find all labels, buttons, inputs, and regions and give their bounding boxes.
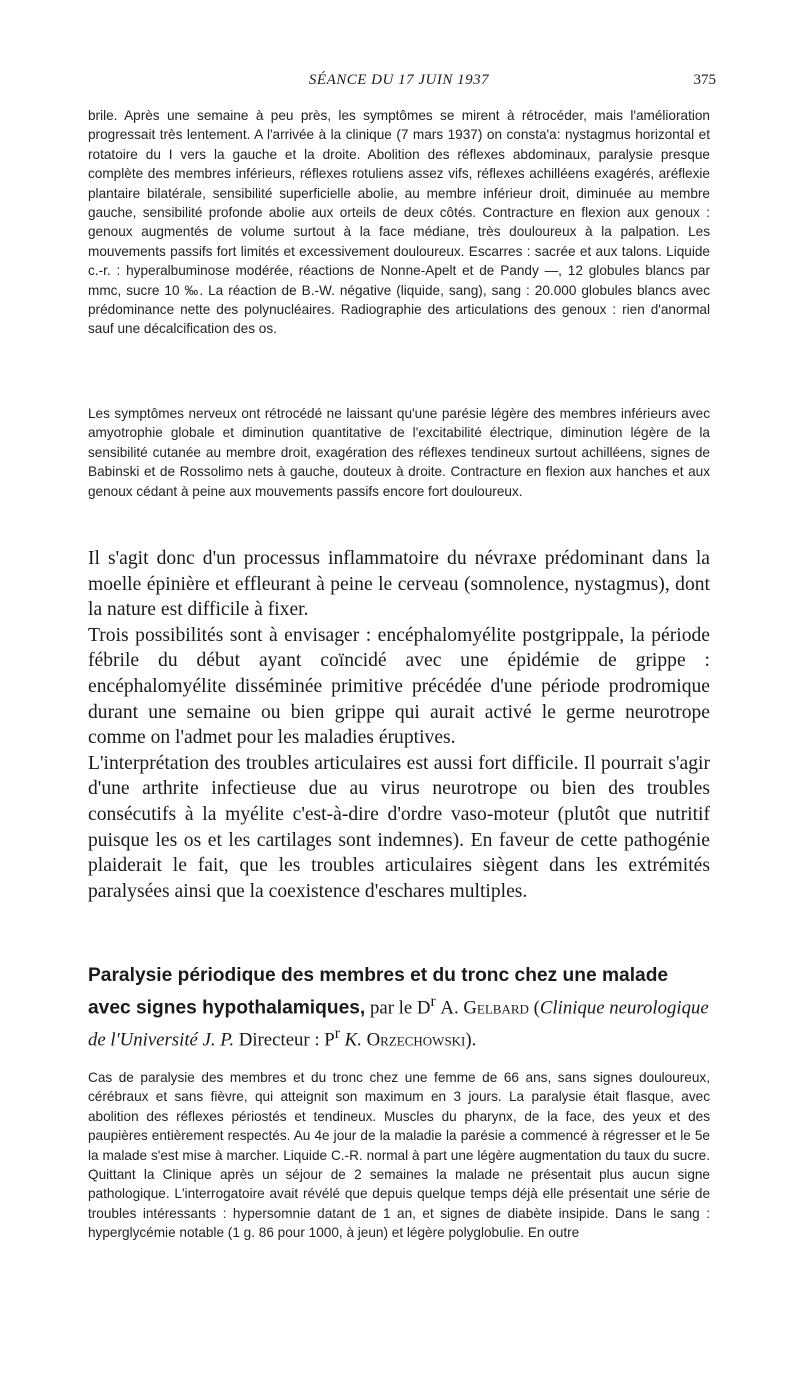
director-initial: K. xyxy=(344,1029,362,1051)
article-title: Paralysie périodique des membres et du tronc chez une malade avec signes hypothalamiques, xyxy=(88,965,669,1019)
affiliation-open: ( xyxy=(533,997,540,1019)
doctor-abbrev: D xyxy=(416,997,431,1019)
case-evolution-block xyxy=(88,404,710,501)
affiliation-close: ). xyxy=(465,1029,477,1051)
running-header xyxy=(88,72,716,92)
paragraph-symptom-evolution: Les symptômes nerveux ont rétrocédé ne laissant qu'une parésie légère des membres inférieurs avec amyotrophie globale et diminution quantitative de l'excitabilité électrique, diminution légère de la sensibilité cutanée au membre droit, exagération des réflexes tendineux surtout achilléens, signes de Babinski et de Rossolimo nets à gauche, douteux à droite. Contracture en flexion aux hanches et aux genoux cédant à peine aux mouvements passifs encore fort douloureux. xyxy=(88,406,710,499)
paragraph-articular-troubles: L'interprétation des troubles articulaires est aussi fort difficile. Il pourrait s'agir d'une arthrite infectieuse due au virus neurotrope ou bien des troubles consécutifs à la myélite c'est-à-dire d'ordre vaso-moteur (plutôt que nutritif puisque les os et les cartilages sont indemnes). En faveur de cette pathogénie plaiderait le fait, que les troubles articulaires siègent dans les extrémités paralysées ainsi que la coexistence d'eschares multiples. xyxy=(88,752,710,902)
paragraph-possibilities: Trois possibilités sont à envisager : encéphalomyélite postgrippale, la période fébrile du début ayant coïncidé avec une épidémie de grippe : encéphalomyélite disséminée primitive précédée d'une période prodromique durant une semaine ou bien grippe qui aurait activé le germe neurotrope comme on l'admet pour les maladies éruptives. xyxy=(88,624,710,749)
article-case-block xyxy=(88,1068,710,1243)
affiliation: Clinique neurologique de l'Université J. P. xyxy=(88,997,709,1051)
director-name: Orzechowski xyxy=(366,1029,466,1051)
doctor-abbrev-sup: r xyxy=(430,993,436,1010)
case-description-block xyxy=(88,106,710,339)
paragraph-case-findings: brile. Après une semaine à peu près, les symptômes se mirent à rétrocéder, mais l'amélioration progressait très lentement. A l'arrivée à la clinique (7 mars 1937) on consta'a: nystagmus horizontal et rotatoire du I vers la gauche et la droite. Abolition des réflexes abdominaux, paralysie presque complète des membres inférieurs, réflexes rotuliens assez vifs, réflexes achilléens exagérés, aréflexie plantaire bilatérale, sensibilité superficielle abolie, au membre inférieur droit, diminuée au membre gauche, sensibilité profonde abolie aux orteils de deux côtés. Contracture en flexion aux genoux : genoux augmentés de volume surtout à la face médiane, très douloureux à la palpation. Les mouvements passifs fort limités et excessivement douloureux. Escarres : sacrée et aux talons. Liquide c.-r. : hyperalbuminose modérée, réactions de Nonne-Apelt et de Pandy —, 12 globules blancs par mmc, sucre 10 ‰. La réaction de B.-W. négative (liquide, sang), sang : 20.000 globules blancs avec prédominance nette des polynucléaires. Radiographie des articulations des genoux : rien d'anormal sauf une décalcification des os. xyxy=(88,108,710,337)
running-title: SÉANCE DU 17 JUIN 1937 xyxy=(308,72,490,88)
paragraph-article-case: Cas de paralysie des membres et du tronc chez une femme de 66 ans, sans signes douloureux, cérébraux et sans fièvre, qui atteignit son maximum en 3 jours. La paralysie était flasque, avec abolition des réflexes périostés et tendineux. Muscles du pharynx, de la face, des yeux et des paupières entièrement respectés. Au 4e jour de la maladie la parésie a commencé à régresser et le 5e la malade s'est mise à marcher. Liquide C.-R. normal à part une légère augmentation du taux du sucre. Quittant la Clinique après un séjour de 2 semaines la malade ne présentait plus aucun signe pathologique. L'interrogatoire avait révélé que depuis quelque temps déjà elle présentait une série de troubles intéressants : hypersomnie datant de 1 an, et signes de diabète insipide. Dans le sang : hyperglycémie notable (1 g. 86 pour 1000, à jeun) et légère polyglobulie. En outre xyxy=(88,1070,710,1241)
director-label: Directeur : xyxy=(238,1029,320,1051)
paragraph-diagnosis: Il s'agit donc d'un processus inflammatoire du névraxe prédominant dans la moelle épinière et effleurant à peine le cerveau (somnolence, nystagmus), dont la nature est difficile à fixer. xyxy=(88,548,710,621)
article-heading xyxy=(88,963,710,1054)
page-number: 375 xyxy=(693,72,716,88)
article-by: par le xyxy=(369,997,413,1019)
discussion-block xyxy=(88,546,710,904)
professor-abbrev-sup: r xyxy=(334,1025,340,1043)
professor-abbrev: P xyxy=(324,1029,335,1051)
author-name: A. Gelbard xyxy=(440,997,529,1019)
